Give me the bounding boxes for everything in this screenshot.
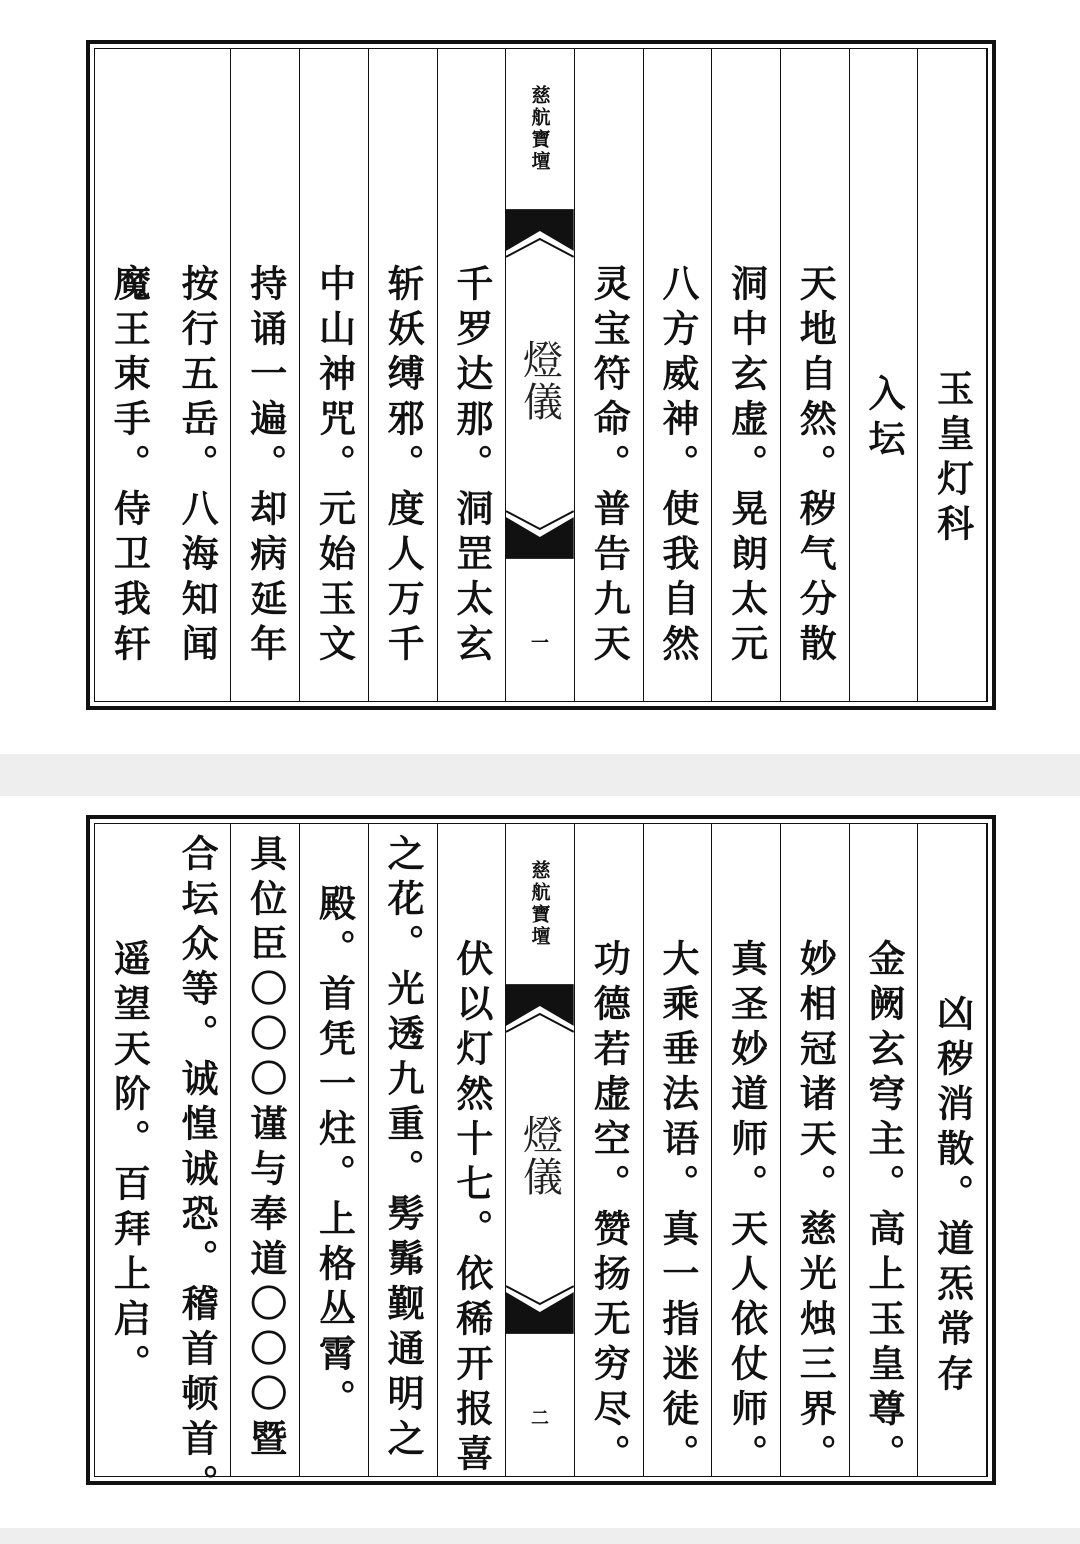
column-text: 天地自然。秽气分散 (793, 264, 838, 669)
text-column (918, 49, 987, 701)
column-text: 持诵一遍。却病延年 (243, 264, 288, 669)
fish-tail-lower (506, 1284, 574, 1338)
column-text: 中山神咒。元始玉文 (312, 264, 357, 669)
gutter-title: 燈儀 (516, 339, 563, 423)
fish-tail-bottom (506, 1284, 574, 1334)
column-text: 洞中玄虚。晃朗太元 (724, 264, 769, 669)
text-column (231, 824, 300, 1476)
fish-tail-bottom (506, 509, 574, 559)
fish-tail-upper (506, 984, 574, 1038)
text-column (781, 49, 850, 701)
scripture-page-1 (86, 40, 996, 710)
column-text: 真圣妙道师。天人依仗师。 (724, 939, 769, 1479)
text-column (644, 49, 713, 701)
text-column (712, 49, 781, 701)
text-column (95, 49, 163, 701)
fish-tail-upper (506, 209, 574, 263)
fish-tail-lower (506, 509, 574, 563)
text-column (300, 49, 369, 701)
text-column (712, 824, 781, 1479)
text-column (781, 824, 850, 1479)
center-gutter (506, 824, 575, 1476)
column-text: 玉皇灯科 (930, 369, 975, 549)
text-column (369, 49, 438, 701)
center-gutter (506, 49, 575, 701)
page-number: 二 (531, 1408, 550, 1429)
text-column (438, 49, 507, 701)
text-column (369, 824, 438, 1476)
column-text: 魔王束手。侍卫我轩 (107, 264, 152, 669)
column-text: 斩妖缚邪。度人万千 (381, 264, 426, 669)
fish-tail-top (506, 209, 574, 259)
column-text: 合坛众等。诚惶诚恐。稽首顿首。 (175, 834, 220, 1509)
fish-tail-top (506, 984, 574, 1034)
text-column (231, 49, 300, 701)
column-text: 灵宝符命。普告九天 (587, 264, 632, 669)
scripture-page-2 (86, 815, 996, 1509)
text-column (95, 824, 163, 1476)
column-text: 功德若虚空。赞扬无穷尽。 (587, 939, 632, 1479)
text-column (644, 824, 713, 1479)
column-text: 殿。首凭一炷。上格丛霄。 (312, 884, 357, 1424)
text-column (575, 824, 644, 1479)
text-column (850, 49, 919, 701)
text-column (918, 824, 987, 1476)
page-number: 一 (531, 633, 550, 654)
text-column (163, 49, 232, 701)
gutter-header: 慈航寶壇 (528, 860, 551, 948)
column-text: 遥望天阶。百拜上启。 (107, 939, 152, 1389)
column-text: 金阙玄穹主。高上玉皇尊。 (861, 939, 906, 1479)
text-column (163, 824, 232, 1509)
text-column (300, 824, 369, 1476)
column-text: 具位臣〇〇〇谨与奉道〇〇〇暨 (243, 834, 288, 1464)
column-text: 入坛 (861, 374, 906, 464)
column-text: 八方威神。使我自然 (655, 264, 700, 669)
bottom-band (0, 1528, 1080, 1544)
column-text: 妙相冠诸天。慈光烛三界。 (793, 939, 838, 1479)
column-text: 之花。光透九重。髣髴觐通明之 (381, 834, 426, 1464)
column-text: 千罗达那。洞罡太玄 (449, 264, 494, 669)
column-text: 凶秽消散。道炁常存 (930, 994, 975, 1399)
page-separator (0, 754, 1080, 796)
text-column (438, 824, 507, 1479)
column-text: 按行五岳。八海知闻 (175, 264, 220, 669)
gutter-header: 慈航寶壇 (528, 85, 551, 173)
column-text: 伏以灯然十七。依稀开报喜 (449, 939, 494, 1479)
gutter-title: 燈儀 (516, 1114, 563, 1198)
column-text: 大乘垂法语。真一指迷徒。 (655, 939, 700, 1479)
text-column (575, 49, 644, 701)
text-column (850, 824, 919, 1479)
